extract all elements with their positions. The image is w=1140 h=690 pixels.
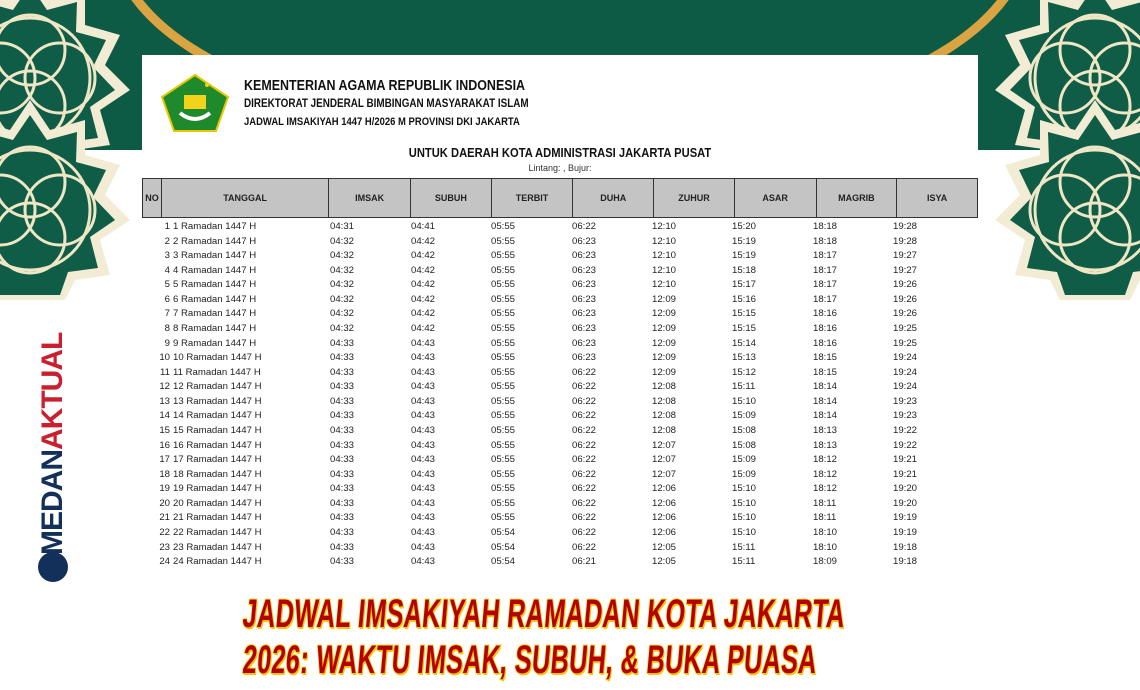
cell-magrib: 18:09 <box>813 556 838 568</box>
cell-no: 14 <box>159 410 170 422</box>
cell-isya: 19:26 <box>893 308 918 320</box>
cell-asar: 15:13 <box>732 352 757 364</box>
cell-no: 19 <box>159 483 170 495</box>
cell-terbit: 05:55 <box>491 366 516 378</box>
cell-isya: 19:19 <box>893 526 918 538</box>
cell-duha: 06:22 <box>572 497 597 509</box>
cell-tanggal: 8 Ramadan 1447 H <box>173 322 257 334</box>
cell-zuhur: 12:06 <box>652 483 677 495</box>
cell-zuhur: 12:07 <box>652 439 677 451</box>
cell-isya: 19:24 <box>893 366 918 378</box>
cell-tanggal: 18 Ramadan 1447 H <box>173 468 262 480</box>
cell-subuh: 04:43 <box>411 381 436 393</box>
cell-duha: 06:23 <box>572 308 597 320</box>
cell-imsak: 04:33 <box>330 410 355 422</box>
cell-zuhur: 12:08 <box>652 395 677 407</box>
cell-subuh: 04:43 <box>411 410 436 422</box>
cell-asar: 15:16 <box>732 293 757 305</box>
table-header <box>142 178 978 218</box>
cell-terbit: 05:55 <box>491 395 516 407</box>
cell-asar: 15:14 <box>732 337 757 349</box>
cell-tanggal: 11 Ramadan 1447 H <box>173 366 261 378</box>
cell-tanggal: 10 Ramadan 1447 H <box>173 352 262 364</box>
cell-magrib: 18:17 <box>813 279 838 291</box>
cell-tanggal: 17 Ramadan 1447 H <box>173 454 262 466</box>
cell-asar: 15:12 <box>732 366 757 378</box>
cell-imsak: 04:33 <box>330 395 355 407</box>
cell-asar: 15:10 <box>732 395 757 407</box>
cell-subuh: 04:42 <box>411 293 436 305</box>
cell-asar: 15:19 <box>732 235 757 247</box>
cell-subuh: 04:43 <box>411 337 436 349</box>
cell-asar: 15:08 <box>732 439 757 451</box>
cell-zuhur: 12:06 <box>652 526 677 538</box>
cell-isya: 19:25 <box>893 337 918 349</box>
cell-imsak: 04:33 <box>330 366 355 378</box>
cell-subuh: 04:43 <box>411 395 436 407</box>
cell-no: 17 <box>159 454 170 466</box>
cell-terbit: 05:55 <box>491 264 516 276</box>
cell-no: 18 <box>159 468 170 480</box>
column-header-isya: ISYA <box>897 179 978 218</box>
cell-imsak: 04:33 <box>330 381 355 393</box>
cell-isya: 19:28 <box>893 235 918 247</box>
cell-imsak: 04:33 <box>330 497 355 509</box>
cell-tanggal: 22 Ramadan 1447 H <box>173 526 262 538</box>
cell-duha: 06:22 <box>572 541 597 553</box>
cell-duha: 06:22 <box>572 526 597 538</box>
cell-zuhur: 12:06 <box>652 512 677 524</box>
cell-subuh: 04:42 <box>411 308 436 320</box>
cell-magrib: 18:15 <box>813 366 838 378</box>
cell-subuh: 04:42 <box>411 235 436 247</box>
cell-asar: 15:18 <box>732 264 757 276</box>
cell-imsak: 04:33 <box>330 424 355 436</box>
cell-magrib: 18:10 <box>813 526 838 538</box>
cell-zuhur: 12:09 <box>652 352 677 364</box>
cell-subuh: 04:43 <box>411 366 436 378</box>
cell-terbit: 05:55 <box>491 410 516 422</box>
cell-asar: 15:11 <box>732 381 756 393</box>
column-header-no: NO <box>143 179 162 218</box>
cell-magrib: 18:17 <box>813 250 838 262</box>
kemenag-logo-icon <box>160 73 230 133</box>
ministry-name: KEMENTERIAN AGAMA REPUBLIK INDONESIA <box>244 78 526 94</box>
cell-magrib: 18:16 <box>813 322 838 334</box>
cell-duha: 06:22 <box>572 410 597 422</box>
cell-no: 6 <box>164 293 170 305</box>
cell-no: 9 <box>164 337 170 349</box>
column-header-terbit: TERBIT <box>491 179 573 218</box>
cell-tanggal: 7 Ramadan 1447 H <box>173 308 257 320</box>
region-title: UNTUK DAERAH KOTA ADMINISTRASI JAKARTA PUSAT <box>408 145 712 160</box>
cell-imsak: 04:33 <box>330 337 355 349</box>
cell-imsak: 04:33 <box>330 556 355 568</box>
cell-terbit: 05:55 <box>491 454 516 466</box>
cell-magrib: 18:10 <box>813 541 838 553</box>
cell-duha: 06:22 <box>572 483 597 495</box>
cell-no: 12 <box>159 381 170 393</box>
cell-subuh: 04:42 <box>411 279 436 291</box>
cell-imsak: 04:33 <box>330 439 355 451</box>
cell-no: 20 <box>159 497 170 509</box>
cell-tanggal: 5 Ramadan 1447 H <box>173 279 257 291</box>
cell-isya: 19:28 <box>893 221 918 232</box>
cell-duha: 06:23 <box>572 264 597 276</box>
cell-isya: 19:21 <box>893 468 918 480</box>
cell-terbit: 05:55 <box>491 381 516 393</box>
cell-asar: 15:09 <box>732 454 757 466</box>
cell-no: 5 <box>164 279 170 291</box>
cell-imsak: 04:33 <box>330 468 355 480</box>
cell-duha: 06:22 <box>572 221 597 232</box>
cell-no: 7 <box>164 308 170 320</box>
cell-duha: 06:23 <box>572 337 597 349</box>
cell-no: 10 <box>159 352 170 364</box>
cell-magrib: 18:13 <box>813 424 838 436</box>
cell-subuh: 04:42 <box>411 264 436 276</box>
cell-isya: 19:27 <box>893 250 918 262</box>
cell-tanggal: 3 Ramadan 1447 H <box>173 250 257 262</box>
cell-terbit: 05:55 <box>491 235 516 247</box>
cell-duha: 06:22 <box>572 439 597 451</box>
cell-asar: 15:09 <box>732 468 757 480</box>
cell-duha: 06:22 <box>572 381 597 393</box>
cell-no: 1 <box>164 221 170 232</box>
cell-tanggal: 14 Ramadan 1447 H <box>173 410 262 422</box>
cell-zuhur: 12:08 <box>652 410 677 422</box>
cell-imsak: 04:32 <box>330 308 355 320</box>
cell-subuh: 04:43 <box>411 439 436 451</box>
cell-subuh: 04:41 <box>411 221 436 232</box>
cell-zuhur: 12:10 <box>652 221 677 232</box>
cell-tanggal: 19 Ramadan 1447 H <box>173 483 262 495</box>
cell-magrib: 18:18 <box>813 235 838 247</box>
cell-zuhur: 12:10 <box>652 264 677 276</box>
cell-terbit: 05:55 <box>491 293 516 305</box>
cell-no: 15 <box>159 424 170 436</box>
cell-terbit: 05:55 <box>491 497 516 509</box>
cell-imsak: 04:32 <box>330 235 355 247</box>
cell-zuhur: 12:09 <box>652 308 677 320</box>
cell-terbit: 05:55 <box>491 308 516 320</box>
cell-no: 24 <box>159 556 170 568</box>
brand-watermark <box>36 333 70 555</box>
cell-imsak: 04:32 <box>330 250 355 262</box>
cell-no: 21 <box>159 512 170 524</box>
cell-asar: 15:10 <box>732 512 757 524</box>
cell-magrib: 18:18 <box>813 221 838 232</box>
cell-imsak: 04:33 <box>330 541 355 553</box>
cell-zuhur: 12:09 <box>652 366 677 378</box>
directorate-name: DIREKTORAT JENDERAL BIMBINGAN MASYARAKAT ISLAM <box>244 98 529 110</box>
cell-imsak: 04:33 <box>330 526 355 538</box>
cell-isya: 19:20 <box>893 497 918 509</box>
cell-magrib: 18:11 <box>813 497 837 509</box>
cell-imsak: 04:33 <box>330 483 355 495</box>
cell-tanggal: 2 Ramadan 1447 H <box>173 235 257 247</box>
cell-asar: 15:11 <box>732 541 756 553</box>
cell-subuh: 04:42 <box>411 250 436 262</box>
imsakiyah-document <box>142 55 978 585</box>
cell-zuhur: 12:07 <box>652 468 677 480</box>
column-header-zuhur: ZUHUR <box>654 179 735 218</box>
cell-isya: 19:26 <box>893 279 918 291</box>
cell-terbit: 05:55 <box>491 352 516 364</box>
cell-imsak: 04:33 <box>330 352 355 364</box>
brand-part-1: MEDAN <box>36 450 69 555</box>
cell-imsak: 04:32 <box>330 279 355 291</box>
cell-asar: 15:10 <box>732 483 757 495</box>
cell-magrib: 18:17 <box>813 293 838 305</box>
cell-asar: 15:11 <box>732 556 756 568</box>
cell-terbit: 05:55 <box>491 337 516 349</box>
cell-isya: 19:26 <box>893 293 918 305</box>
cell-imsak: 04:32 <box>330 322 355 334</box>
column-header-imsak: IMSAK <box>329 179 411 218</box>
cell-subuh: 04:43 <box>411 512 436 524</box>
headline-line-1: JADWAL IMSAKIYAH RAMADAN KOTA JAKARTA <box>241 592 848 636</box>
medanaktual-logo-icon <box>38 552 68 582</box>
cell-tanggal: 21 Ramadan 1447 H <box>173 512 262 524</box>
cell-asar: 15:15 <box>732 322 757 334</box>
cell-magrib: 18:14 <box>813 395 838 407</box>
cell-duha: 06:23 <box>572 322 597 334</box>
cell-duha: 06:23 <box>572 352 597 364</box>
cell-isya: 19:23 <box>893 410 918 422</box>
cell-zuhur: 12:05 <box>652 541 677 553</box>
left-star-ornament-icon <box>0 0 140 300</box>
cell-zuhur: 12:10 <box>652 235 677 247</box>
cell-zuhur: 12:09 <box>652 337 677 349</box>
cell-isya: 19:22 <box>893 424 918 436</box>
cell-duha: 06:23 <box>572 235 597 247</box>
cell-tanggal: 15 Ramadan 1447 H <box>173 424 262 436</box>
cell-asar: 15:09 <box>732 410 757 422</box>
cell-duha: 06:23 <box>572 279 597 291</box>
cell-terbit: 05:54 <box>491 541 516 553</box>
cell-imsak: 04:32 <box>330 293 355 305</box>
cell-no: 2 <box>164 235 170 247</box>
cell-zuhur: 12:05 <box>652 556 677 568</box>
cell-magrib: 18:12 <box>813 468 838 480</box>
cell-no: 3 <box>164 250 170 262</box>
cell-magrib: 18:14 <box>813 381 838 393</box>
cell-imsak: 04:33 <box>330 512 355 524</box>
cell-duha: 06:22 <box>572 395 597 407</box>
cell-zuhur: 12:07 <box>652 454 677 466</box>
column-header-magrib: MAGRIB <box>816 179 897 218</box>
cell-magrib: 18:16 <box>813 308 838 320</box>
cell-isya: 19:18 <box>893 556 918 568</box>
right-star-ornament-icon <box>985 0 1140 300</box>
cell-no: 23 <box>159 541 170 553</box>
cell-asar: 15:15 <box>732 308 757 320</box>
cell-subuh: 04:43 <box>411 424 436 436</box>
cell-isya: 19:24 <box>893 381 918 393</box>
cell-tanggal: 1 Ramadan 1447 H <box>173 221 257 232</box>
cell-terbit: 05:55 <box>491 279 516 291</box>
column-header-asar: ASAR <box>734 179 816 218</box>
cell-magrib: 18:17 <box>813 264 838 276</box>
cell-subuh: 04:43 <box>411 526 436 538</box>
column-header-tanggal: TANGGAL <box>161 179 328 218</box>
cell-no: 11 <box>160 366 170 378</box>
cell-terbit: 05:55 <box>491 322 516 334</box>
cell-isya: 19:24 <box>893 352 918 364</box>
cell-subuh: 04:43 <box>411 483 436 495</box>
cell-isya: 19:21 <box>893 454 918 466</box>
cell-duha: 06:21 <box>572 556 597 568</box>
schedule-title: JADWAL IMSAKIYAH 1447 H/2026 M PROVINSI DKI JAKARTA <box>244 116 520 128</box>
cell-duha: 06:22 <box>572 512 597 524</box>
cell-magrib: 18:12 <box>813 483 838 495</box>
coordinates: Lintang: , Bujur: <box>528 163 592 173</box>
cell-terbit: 05:55 <box>491 424 516 436</box>
cell-imsak: 04:31 <box>330 221 355 232</box>
cell-tanggal: 6 Ramadan 1447 H <box>173 293 257 305</box>
cell-subuh: 04:43 <box>411 454 436 466</box>
cell-magrib: 18:16 <box>813 337 838 349</box>
cell-asar: 15:17 <box>732 279 757 291</box>
cell-isya: 19:22 <box>893 439 918 451</box>
brand-part-2: AKTUAL <box>36 332 69 450</box>
cell-subuh: 04:43 <box>411 352 436 364</box>
cell-tanggal: 16 Ramadan 1447 H <box>173 439 262 451</box>
cell-terbit: 05:55 <box>491 468 516 480</box>
cell-zuhur: 12:06 <box>652 497 677 509</box>
cell-terbit: 05:54 <box>491 526 516 538</box>
column-header-duha: DUHA <box>573 179 654 218</box>
cell-duha: 06:22 <box>572 454 597 466</box>
column-header-subuh: SUBUH <box>410 179 491 218</box>
cell-no: 22 <box>159 526 170 538</box>
cell-terbit: 05:55 <box>491 221 516 232</box>
cell-asar: 15:20 <box>732 221 757 232</box>
cell-isya: 19:27 <box>893 264 918 276</box>
cell-tanggal: 4 Ramadan 1447 H <box>173 264 257 276</box>
cell-zuhur: 12:10 <box>652 279 677 291</box>
cell-subuh: 04:43 <box>411 468 436 480</box>
cell-duha: 06:22 <box>572 468 597 480</box>
cell-imsak: 04:32 <box>330 264 355 276</box>
cell-subuh: 04:43 <box>411 556 436 568</box>
cell-isya: 19:25 <box>893 322 918 334</box>
cell-tanggal: 9 Ramadan 1447 H <box>173 337 257 349</box>
cell-no: 4 <box>164 264 170 276</box>
cell-subuh: 04:43 <box>411 497 436 509</box>
cell-subuh: 04:43 <box>411 541 436 553</box>
cell-duha: 06:22 <box>572 424 597 436</box>
cell-tanggal: 23 Ramadan 1447 H <box>173 541 262 553</box>
cell-asar: 15:08 <box>732 424 757 436</box>
cell-tanggal: 13 Ramadan 1447 H <box>173 395 262 407</box>
cell-isya: 19:19 <box>893 512 918 524</box>
cell-terbit: 05:55 <box>491 512 516 524</box>
cell-no: 13 <box>159 395 170 407</box>
cell-isya: 19:20 <box>893 483 918 495</box>
cell-zuhur: 12:09 <box>652 293 677 305</box>
cell-zuhur: 12:10 <box>652 250 677 262</box>
cell-terbit: 05:54 <box>491 556 516 568</box>
cell-terbit: 05:55 <box>491 250 516 262</box>
cell-magrib: 18:15 <box>813 352 838 364</box>
cell-isya: 19:23 <box>893 395 918 407</box>
cell-magrib: 18:12 <box>813 454 838 466</box>
cell-asar: 15:10 <box>732 497 757 509</box>
cell-tanggal: 24 Ramadan 1447 H <box>173 556 262 568</box>
cell-terbit: 05:55 <box>491 439 516 451</box>
cell-isya: 19:18 <box>893 541 918 553</box>
cell-duha: 06:22 <box>572 366 597 378</box>
cell-subuh: 04:42 <box>411 322 436 334</box>
cell-duha: 06:23 <box>572 293 597 305</box>
cell-tanggal: 12 Ramadan 1447 H <box>173 381 262 393</box>
cell-asar: 15:19 <box>732 250 757 262</box>
cell-zuhur: 12:08 <box>652 424 677 436</box>
cell-duha: 06:23 <box>572 250 597 262</box>
cell-magrib: 18:11 <box>813 512 837 524</box>
cell-zuhur: 12:09 <box>652 322 677 334</box>
cell-imsak: 04:33 <box>330 454 355 466</box>
cell-asar: 15:10 <box>732 526 757 538</box>
cell-no: 8 <box>164 322 170 334</box>
cell-no: 16 <box>159 439 170 451</box>
cell-zuhur: 12:08 <box>652 381 677 393</box>
headline-line-2: 2026: WAKTU IMSAK, SUBUH, & BUKA PUASA <box>241 638 819 682</box>
cell-magrib: 18:14 <box>813 410 838 422</box>
cell-tanggal: 20 Ramadan 1447 H <box>173 497 262 509</box>
cell-terbit: 05:55 <box>491 483 516 495</box>
cell-magrib: 18:13 <box>813 439 838 451</box>
